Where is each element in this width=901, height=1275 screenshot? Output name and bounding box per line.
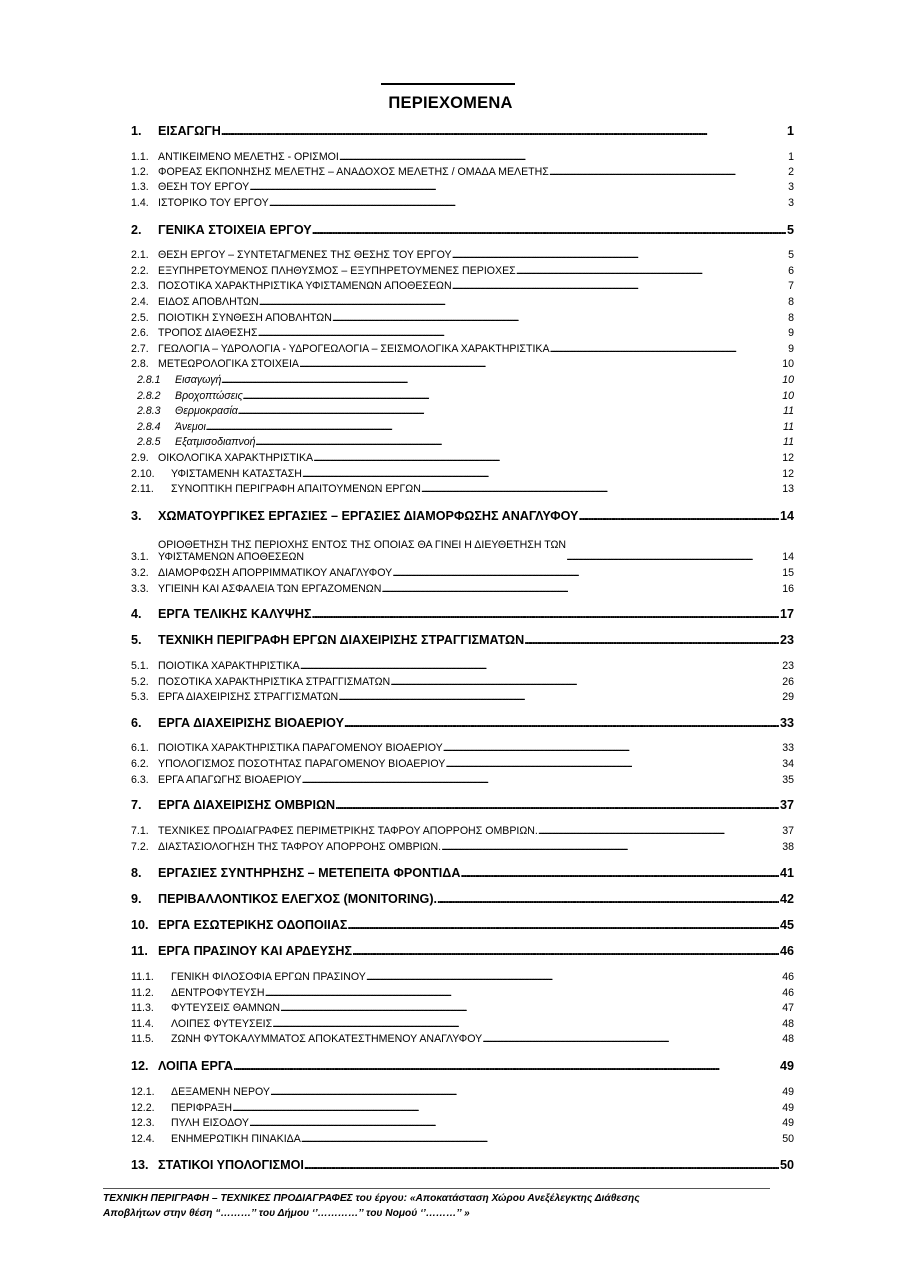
toc-entry-number: 1.4. bbox=[131, 197, 149, 209]
toc-entry-page: 13 bbox=[782, 483, 794, 495]
toc-entry-number: 2.11. bbox=[131, 483, 154, 495]
toc-entry-title: ΠΟΙΟΤΙΚΑ ΧΑΡΑΚΤΗΡΙΣΤΙΚΑ bbox=[158, 660, 300, 672]
toc-leader-dots bbox=[482, 1033, 781, 1045]
toc-entry-page: 34 bbox=[782, 758, 794, 770]
toc-entry[interactable] bbox=[131, 971, 794, 984]
toc-entry-number: 5.1. bbox=[131, 660, 149, 672]
toc-leader-dots bbox=[238, 405, 782, 417]
toc-leader-dots bbox=[304, 1158, 779, 1172]
toc-entry-page: 49 bbox=[782, 1086, 794, 1098]
toc-entry-number: 3.2. bbox=[131, 567, 149, 579]
toc-entry-title: Εξατμισοδιαπνοή bbox=[175, 436, 256, 448]
toc-entry[interactable] bbox=[131, 758, 794, 771]
toc-entry[interactable] bbox=[131, 1033, 794, 1046]
toc-entry-page: 11 bbox=[783, 421, 794, 433]
toc-leader-dots bbox=[302, 468, 781, 480]
toc-entry-title: ΦΥΤΕΥΣΕΙΣ ΘΑΜΝΩΝ bbox=[171, 1002, 280, 1014]
toc-entry-title: ΠΟΣΟΤΙΚΑ ΧΑΡΑΚΤΗΡΙΣΤΙΚΑ ΥΦΙΣΤΑΜΕΝΩΝ ΑΠΟΘΕΣΕΩΝ bbox=[158, 280, 452, 292]
toc-leader-dots bbox=[566, 551, 781, 563]
toc-entry-number: 2.8.5 bbox=[137, 436, 161, 448]
toc-entry[interactable] bbox=[131, 280, 794, 293]
toc-entry[interactable] bbox=[131, 1086, 794, 1099]
toc-leader-dots bbox=[538, 825, 781, 837]
toc-entry-title: ΔΕΝΤΡΟΦΥΤΕΥΣΗ bbox=[171, 987, 265, 999]
toc-entry-page: 26 bbox=[782, 676, 794, 688]
toc-entry-number: 6.2. bbox=[131, 758, 149, 770]
toc-entry[interactable] bbox=[131, 509, 794, 525]
toc-leader-dots bbox=[272, 1018, 781, 1030]
toc-entry-number: 5.2. bbox=[131, 676, 149, 688]
toc-entry[interactable] bbox=[131, 567, 794, 580]
toc-entry-title: ΥΠΟΛΟΓΙΣΜΟΣ ΠΟΣΟΤΗΤΑΣ ΠΑΡΑΓΟΜΕΝΟΥ ΒΙΟΑΕΡΙΟΥ bbox=[158, 758, 446, 770]
toc-leader-dots bbox=[313, 452, 781, 464]
toc-entry-page: 10 bbox=[782, 374, 794, 386]
toc-entry-title: ΠΟΣΟΤΙΚΑ ΧΑΡΑΚΤΗΡΙΣΤΙΚΑ ΣΤΡΑΓΓΙΣΜΑΤΩΝ bbox=[158, 676, 391, 688]
toc-leader-dots bbox=[338, 691, 781, 703]
toc-entry-number: 3.1. bbox=[131, 551, 149, 563]
toc-leader-dots bbox=[265, 987, 782, 999]
toc-entry-page: 46 bbox=[782, 971, 794, 983]
toc-entry[interactable] bbox=[131, 249, 794, 262]
toc-entry[interactable] bbox=[137, 374, 794, 387]
toc-entry[interactable] bbox=[131, 1059, 794, 1075]
toc-entry[interactable] bbox=[131, 468, 794, 481]
toc-entry-title: ΠΟΙΟΤΙΚΗ ΣΥΝΘΕΣΗ ΑΠΟΒΛΗΤΩΝ bbox=[158, 312, 332, 324]
toc-entry-title: ΣΥΝΟΠΤΙΚΗ ΠΕΡΙΓΡΑΦΗ ΑΠΑΙΤΟΥΜΕΝΩΝ ΕΡΓΩΝ bbox=[171, 483, 421, 495]
toc-entry-page: 29 bbox=[782, 691, 794, 703]
toc-entry-title: ΠΥΛΗ ΕΙΣΟΔΟΥ bbox=[171, 1117, 249, 1129]
toc-entry-number: 1.1. bbox=[131, 151, 149, 163]
toc-entry-number: 1.2. bbox=[131, 166, 149, 178]
toc-entry-page: 23 bbox=[779, 633, 794, 647]
toc-entry-title: ΟΙΚΟΛΟΓΙΚΑ ΧΑΡΑΚΤΗΡΙΣΤΙΚΑ bbox=[158, 452, 314, 464]
toc-leader-dots bbox=[366, 971, 781, 983]
toc-entry[interactable] bbox=[131, 607, 794, 623]
toc-entry-page: 3 bbox=[788, 197, 794, 209]
toc-entry-number: 2. bbox=[131, 223, 142, 237]
toc-leader-dots bbox=[249, 181, 787, 193]
toc-entry[interactable] bbox=[131, 918, 794, 934]
toc-entry-title: ΔΙΑΜΟΡΦΩΣΗ ΑΠΟΡΡΙΜΜΑΤΙΚΟΥ ΑΝΑΓΛΥΦΟΥ bbox=[158, 567, 393, 579]
toc-leader-dots bbox=[243, 390, 781, 402]
toc-entry-number: 7. bbox=[131, 798, 142, 812]
toc-entry-page: 10 bbox=[782, 390, 794, 402]
toc-entry-page: 9 bbox=[788, 343, 794, 355]
toc-leader-dots bbox=[347, 918, 779, 932]
toc-entry-number: 2.8.2 bbox=[137, 390, 161, 402]
toc-entry-title: ΑΝΤΙΚΕΙΜΕΝΟ ΜΕΛΕΤΗΣ - ΟΡΙΣΜΟΙ bbox=[158, 151, 339, 163]
toc-entry-title: ΣΤΑΤΙΚΟΙ ΥΠΟΛΟΓΙΣΜΟΙ bbox=[158, 1158, 304, 1172]
toc-leader-dots bbox=[578, 509, 779, 523]
toc-entry-title: ΟΡΙΟΘΕΤΗΣΗ ΤΗΣ ΠΕΡΙΟΧΗΣ ΕΝΤΟΣ ΤΗΣ ΟΠΟΙΑΣ ΘΑ ΓΙΝΕΙ Η ΔΙΕΥΘΕΤΗΣΗ ΤΩΝ bbox=[158, 539, 567, 551]
toc-entry-title: ΜΕΤΕΩΡΟΛΟΓΙΚΑ ΣΤΟΙΧΕΙΑ bbox=[158, 358, 299, 370]
toc-leader-dots bbox=[352, 944, 779, 958]
toc-leader-dots bbox=[381, 583, 781, 595]
toc-leader-dots bbox=[421, 483, 781, 495]
toc-leader-dots bbox=[460, 866, 779, 880]
toc-leader-dots bbox=[233, 1059, 779, 1073]
toc-entry-title: ΕΡΓΑ ΕΣΩΤΕΡΙΚΗΣ ΟΔΟΠΟΙΙΑΣ bbox=[158, 918, 348, 932]
toc-entry-number: 11.3. bbox=[131, 1002, 154, 1014]
toc-entry-title: ΦΟΡΕΑΣ ΕΚΠΟΝΗΣΗΣ ΜΕΛΕΤΗΣ – ΑΝΑΔΟΧΟΣ ΜΕΛΕΤΗΣ / ΟΜΑΔΑ ΜΕΛΕΤΗΣ bbox=[158, 166, 549, 178]
toc-entry[interactable] bbox=[131, 166, 794, 179]
toc-entry-number: 2.8. bbox=[131, 358, 149, 370]
toc-entry-title: Εισαγωγή bbox=[175, 374, 222, 386]
toc-entry-page: 7 bbox=[788, 280, 794, 292]
toc-leader-dots bbox=[437, 892, 779, 906]
toc-entry[interactable] bbox=[131, 343, 794, 356]
toc-entry-title: ΛΟΙΠΕΣ ΦΥΤΕΥΣΕΙΣ bbox=[171, 1018, 273, 1030]
footer-line-2: Αποβλήτων στην θέση “………’’ του Δήμου ‘’…………’’ του Νομού ‘’………’’ » bbox=[103, 1207, 470, 1219]
toc-entry-number: 7.2. bbox=[131, 841, 149, 853]
toc-entry-number: 2.9. bbox=[131, 452, 149, 464]
toc-entry-number: 4. bbox=[131, 607, 142, 621]
toc-leader-dots bbox=[445, 758, 781, 770]
toc-entry-page: 49 bbox=[782, 1102, 794, 1114]
toc-entry-page: 48 bbox=[782, 1033, 794, 1045]
page-footer bbox=[103, 1192, 803, 1221]
page-title: ΠΕΡΙΕΧΟΜΕΝΑ bbox=[388, 94, 513, 112]
toc-entry-page: 6 bbox=[788, 265, 794, 277]
toc-leader-dots bbox=[280, 1002, 781, 1014]
toc-entry-title: ΓΕΩΛΟΓΙΑ – ΥΔΡΟΛΟΓΙΑ - ΥΔΡΟΓΕΩΛΟΓΙΑ – ΣΕΙΣΜΟΛΟΓΙΚΑ ΧΑΡΑΚΤΗΡΙΣΤΙΚΑ bbox=[158, 343, 550, 355]
toc-entry-title: ΕΡΓΑ ΔΙΑΧΕΙΡΙΣΗΣ ΟΜΒΡΙΩΝ bbox=[158, 798, 336, 812]
toc-entry-number: 13. bbox=[131, 1158, 149, 1172]
toc-entry[interactable] bbox=[131, 825, 794, 838]
toc-entry-number: 2.8.3 bbox=[137, 405, 161, 417]
toc-entry-number: 12.1. bbox=[131, 1086, 155, 1098]
toc-entry-number: 8. bbox=[131, 866, 142, 880]
toc-entry-number: 12.2. bbox=[131, 1102, 155, 1114]
toc-entry-page: 42 bbox=[779, 892, 794, 906]
toc-entry-number: 2.1. bbox=[131, 249, 149, 261]
toc-entry[interactable] bbox=[131, 483, 794, 496]
toc-entry[interactable] bbox=[131, 716, 794, 732]
toc-entry-number: 11.2. bbox=[131, 987, 154, 999]
toc-entry-number: 11.1. bbox=[131, 971, 154, 983]
toc-leader-dots bbox=[390, 676, 781, 688]
toc-leader-dots bbox=[550, 343, 788, 355]
toc-entry-title: ΔΕΞΑΜΕΝΗ ΝΕΡΟΥ bbox=[171, 1086, 270, 1098]
toc-entry-title: ΠΕΡΙΦΡΑΞΗ bbox=[171, 1102, 233, 1114]
toc-entry[interactable] bbox=[131, 866, 794, 882]
toc-entry[interactable] bbox=[131, 1102, 794, 1115]
toc-entry-number: 2.6. bbox=[131, 327, 149, 339]
toc-leader-dots bbox=[549, 166, 787, 178]
toc-entry[interactable] bbox=[131, 691, 794, 704]
toc-entry-number: 2.8.1 bbox=[137, 374, 161, 386]
toc-entry-title: Βροχοπτώσεις bbox=[175, 390, 243, 402]
toc-entry-number: 2.3. bbox=[131, 280, 149, 292]
toc-entry[interactable] bbox=[131, 742, 794, 755]
toc-leader-dots bbox=[335, 798, 779, 812]
toc-entry-page: 16 bbox=[782, 583, 794, 595]
toc-entry-title: ΤΕΧΝΙΚΕΣ ΠΡΟΔΙΑΓΡΑΦΕΣ ΠΕΡΙΜΕΤΡΙΚΗΣ ΤΑΦΡΟΥ ΑΠΟΡΡΟΗΣ ΟΜΒΡΙΩΝ. bbox=[158, 825, 538, 837]
toc-entry-page: 9 bbox=[788, 327, 794, 339]
toc-leader-dots bbox=[299, 358, 781, 370]
toc-entry[interactable] bbox=[131, 1117, 794, 1130]
toc-entry-number: 6. bbox=[131, 716, 142, 730]
toc-entry-page: 12 bbox=[782, 468, 794, 480]
toc-entry-page: 23 bbox=[782, 660, 794, 672]
toc-entry-number: 2.7. bbox=[131, 343, 149, 355]
toc-entry-page: 48 bbox=[782, 1018, 794, 1030]
toc-entry-number: 2.10. bbox=[131, 468, 155, 480]
toc-entry[interactable] bbox=[131, 265, 794, 278]
toc-leader-dots bbox=[392, 567, 781, 579]
toc-entry-title: ΤΕΧΝΙΚΗ ΠΕΡΙΓΡΑΦΗ ΕΡΓΩΝ ΔΙΑΧΕΙΡΙΣΗΣ ΣΤΡΑΓΓΙΣΜΑΤΩΝ bbox=[158, 633, 525, 647]
toc-entry[interactable] bbox=[131, 296, 794, 309]
toc-entry-title: ΕΡΓΑ ΔΙΑΧΕΙΡΙΣΗΣ ΣΤΡΑΓΓΙΣΜΑΤΩΝ bbox=[158, 691, 339, 703]
toc-entry-title: ΤΡΟΠΟΣ ΔΙΑΘΕΣΗΣ bbox=[158, 327, 258, 339]
toc-entry-page: 46 bbox=[779, 944, 794, 958]
toc-entry-title: ΔΙΑΣΤΑΣΙΟΛΟΓΗΣΗ ΤΗΣ ΤΑΦΡΟΥ ΑΠΟΡΡΟΗΣ ΟΜΒΡΙΩΝ. bbox=[158, 841, 442, 853]
toc-entry-number: 3.3. bbox=[131, 583, 149, 595]
toc-entry[interactable] bbox=[131, 181, 794, 194]
toc-entry-title: Θερμοκρασία bbox=[175, 405, 238, 417]
footer-rule bbox=[103, 1188, 770, 1189]
toc-leader-dots bbox=[332, 312, 787, 324]
toc-entry-page: 8 bbox=[788, 312, 794, 324]
toc-leader-dots bbox=[301, 1133, 781, 1145]
toc-leader-dots bbox=[258, 327, 788, 339]
toc-entry-title: ΓΕΝΙΚΑ ΣΤΟΙΧΕΙΑ ΕΡΓΟΥ bbox=[158, 223, 312, 237]
toc-leader-dots bbox=[269, 197, 787, 209]
toc-entry-page: 33 bbox=[782, 742, 794, 754]
toc-entry-number: 6.3. bbox=[131, 774, 149, 786]
toc-entry[interactable] bbox=[137, 405, 794, 418]
toc-entry-page: 50 bbox=[782, 1133, 794, 1145]
toc-entry-title-continued: ΥΦΙΣΤΑΜΕΝΩΝ ΑΠΟΘΕΣΕΩΝ bbox=[158, 551, 305, 563]
toc-entry[interactable] bbox=[131, 358, 794, 371]
toc-entry-number: 11.4. bbox=[131, 1018, 154, 1030]
toc-entry-title: ΓΕΝΙΚΗ ΦΙΛΟΣΟΦΙΑ ΕΡΓΩΝ ΠΡΑΣΙΝΟΥ bbox=[171, 971, 366, 983]
toc-entry[interactable] bbox=[131, 892, 794, 908]
toc-entry-title: ΛΟΙΠΑ ΕΡΓΑ bbox=[158, 1059, 234, 1073]
footer-line-1: ΤΕΧΝΙΚΗ ΠΕΡΙΓΡΑΦΗ – ΤΕΧΝΙΚΕΣ ΠΡΟΔΙΑΓΡΑΦΕΣ του έργου: «Αποκατάσταση Χώρου Ανεξέλεγκτης Διάθεσης bbox=[103, 1193, 640, 1204]
toc-leader-dots bbox=[344, 716, 779, 730]
toc-entry-page: 17 bbox=[779, 607, 794, 621]
toc-entry-title: ΕΡΓΑ ΔΙΑΧΕΙΡΙΣΗΣ ΒΙΟΑΕΡΙΟΥ bbox=[158, 716, 344, 730]
toc-entry-title: ΕΡΓΑ ΠΡΑΣΙΝΟΥ ΚΑΙ ΑΡΔΕΥΣΗΣ bbox=[158, 944, 353, 958]
toc-entry-page: 12 bbox=[782, 452, 794, 464]
toc-entry-page: 5 bbox=[788, 249, 794, 261]
toc-entry-page: 8 bbox=[788, 296, 794, 308]
toc-entry-page: 3 bbox=[788, 181, 794, 193]
toc-entry-title: ΥΓΙΕΙΝΗ ΚΑΙ ΑΣΦΑΛΕΙΑ ΤΩΝ ΕΡΓΑΖΟΜΕΝΩΝ bbox=[158, 583, 382, 595]
toc-entry-number: 12. bbox=[131, 1059, 149, 1073]
toc-leader-dots bbox=[312, 223, 786, 237]
toc-entry[interactable] bbox=[131, 583, 794, 596]
toc-entry-number: 7.1. bbox=[131, 825, 149, 837]
toc-entry-number: 12.3. bbox=[131, 1117, 155, 1129]
toc-entry-number: 12.4. bbox=[131, 1133, 155, 1145]
toc-entry-page: 45 bbox=[779, 918, 794, 932]
toc-entry[interactable] bbox=[131, 1133, 794, 1146]
toc-entry[interactable] bbox=[137, 421, 794, 434]
toc-entry-page: 15 bbox=[782, 567, 794, 579]
toc-entry-page: 14 bbox=[782, 551, 794, 563]
toc-entry-number: 10. bbox=[131, 918, 149, 932]
toc-leader-dots bbox=[516, 265, 787, 277]
toc-entry-page: 49 bbox=[782, 1117, 794, 1129]
toc-entry-title: ΕΡΓΑ ΤΕΛΙΚΗΣ ΚΑΛΥΨΗΣ bbox=[158, 607, 312, 621]
toc-entry-title: ΕΡΓΑ ΑΠΑΓΩΓΗΣ ΒΙΟΑΕΡΙΟΥ bbox=[158, 774, 302, 786]
toc-entry-page: 14 bbox=[779, 509, 794, 523]
toc-entry-title: ΕΞΥΠΗΡΕΤΟΥΜΕΝΟΣ ΠΛΗΘΥΣΜΟΣ – ΕΞΥΠΗΡΕΤΟΥΜΕΝΕΣ ΠΕΡΙΟΧΕΣ bbox=[158, 265, 516, 277]
toc-entry-title: ΕΙΣΑΓΩΓΗ bbox=[158, 124, 221, 138]
toc-entry-title: ΠΟΙΟΤΙΚΑ ΧΑΡΑΚΤΗΡΙΣΤΙΚΑ ΠΑΡΑΓΟΜΕΝΟΥ ΒΙΟΑΕΡΙΟΥ bbox=[158, 742, 443, 754]
toc-entry[interactable] bbox=[137, 390, 794, 403]
toc-entry-number: 5.3. bbox=[131, 691, 149, 703]
toc-entry[interactable] bbox=[131, 223, 794, 239]
toc-entry-page: 49 bbox=[779, 1059, 794, 1073]
toc-entry-title: ΙΣΤΟΡΙΚΟ ΤΟΥ ΕΡΓΟΥ bbox=[158, 197, 269, 209]
toc-entry-page: 11 bbox=[783, 405, 794, 417]
toc-entry[interactable] bbox=[131, 124, 794, 140]
toc-entry-page: 50 bbox=[779, 1158, 794, 1172]
toc-entry-page: 38 bbox=[782, 841, 794, 853]
toc-leader-dots bbox=[443, 742, 782, 754]
toc-leader-dots bbox=[232, 1102, 781, 1114]
toc-entry[interactable] bbox=[131, 312, 794, 325]
toc-entry[interactable] bbox=[131, 197, 794, 210]
toc-entry-page: 41 bbox=[779, 866, 794, 880]
toc-entry-number: 6.1. bbox=[131, 742, 149, 754]
toc-entry-title: ΘΕΣΗ ΕΡΓΟΥ – ΣΥΝΤΕΤΑΓΜΕΝΕΣ ΤΗΣ ΘΕΣΗΣ ΤΟΥ ΕΡΓΟΥ bbox=[158, 249, 452, 261]
toc-entry-number: 2.5. bbox=[131, 312, 149, 324]
toc-entry[interactable] bbox=[131, 536, 794, 563]
toc-leader-dots bbox=[312, 607, 779, 621]
toc-entry[interactable] bbox=[131, 944, 794, 960]
toc-entry-number: 1. bbox=[131, 124, 142, 138]
toc-entry-number: 2.2. bbox=[131, 265, 149, 277]
toc-entry-title: ΥΦΙΣΤΑΜΕΝΗ ΚΑΤΑΣΤΑΣΗ bbox=[171, 468, 302, 480]
toc-entry-page: 37 bbox=[782, 825, 794, 837]
toc-entry[interactable] bbox=[131, 452, 794, 465]
toc-entry-number: 11. bbox=[131, 944, 148, 958]
toc-entry[interactable] bbox=[131, 660, 794, 673]
toc-entry-number: 2.4. bbox=[131, 296, 149, 308]
toc-leader-dots bbox=[221, 374, 781, 386]
toc-entry[interactable] bbox=[131, 327, 794, 340]
toc-entry-number: 2.8.4 bbox=[137, 421, 161, 433]
toc-entry-number: 9. bbox=[131, 892, 142, 906]
toc-entry[interactable] bbox=[131, 1002, 794, 1015]
toc-entry[interactable] bbox=[131, 633, 794, 649]
toc-entry-page: 46 bbox=[782, 987, 794, 999]
toc-entry[interactable] bbox=[137, 436, 794, 449]
toc-entry-page: 33 bbox=[779, 716, 794, 730]
toc-entry-title: ΕΡΓΑΣΙΕΣ ΣΥΝΤΗΡΗΣΗΣ – ΜΕΤΕΠΕΙΤΑ ΦΡΟΝΤΙΔΑ bbox=[158, 866, 461, 880]
toc-entry-page: 11 bbox=[783, 436, 794, 448]
toc-entry-number: 3. bbox=[131, 509, 142, 523]
toc-entry-number: 11.5. bbox=[131, 1033, 154, 1045]
toc-entry-title: ΧΩΜΑΤΟΥΡΓΙΚΕΣ ΕΡΓΑΣΙΕΣ – ΕΡΓΑΣΙΕΣ ΔΙΑΜΟΡΦΩΣΗΣ ΑΝΑΓΛΥΦΟΥ bbox=[158, 509, 579, 523]
toc-entry-title: ΠΕΡΙΒΑΛΛΟΝΤΙΚΟΣ ΕΛΕΓΧΟΣ (MONITORING). bbox=[158, 892, 438, 906]
toc-entry[interactable] bbox=[131, 774, 794, 787]
toc-leader-dots bbox=[524, 633, 779, 647]
toc-entry-title: Άνεμοι bbox=[175, 421, 206, 433]
toc-entry-page: 37 bbox=[779, 798, 794, 812]
toc-entry-page: 2 bbox=[788, 166, 794, 178]
toc-entry-title: ΕΙΔΟΣ ΑΠΟΒΛΗΤΩΝ bbox=[158, 296, 259, 308]
toc-entry[interactable] bbox=[131, 841, 794, 854]
toc-leader-dots bbox=[300, 660, 781, 672]
toc-leader-dots bbox=[270, 1086, 781, 1098]
toc-entry-number: 1.3. bbox=[131, 181, 149, 193]
toc-entry-page: 10 bbox=[782, 358, 794, 370]
toc-entry[interactable] bbox=[131, 1018, 794, 1031]
toc-entry-title: ΘΕΣΗ ΤΟΥ ΕΡΓΟΥ bbox=[158, 181, 250, 193]
toc-entry-title: ΕΝΗΜΕΡΩΤΙΚΗ ΠΙΝΑΚΙΔΑ bbox=[171, 1133, 301, 1145]
toc-entry[interactable] bbox=[131, 151, 794, 164]
toc-leader-dots bbox=[259, 296, 787, 308]
toc-leader-dots bbox=[339, 151, 787, 163]
toc-entry-page: 1 bbox=[788, 151, 794, 163]
toc-leader-dots bbox=[452, 249, 787, 261]
toc-entry-title: ΖΩΝΗ ΦΥΤΟΚΑΛΥΜΜΑΤΟΣ ΑΠΟΚΑΤΕΣΤΗΜΕΝΟΥ ΑΝΑΓΛΥΦΟΥ bbox=[171, 1033, 483, 1045]
toc-leader-dots bbox=[441, 841, 781, 853]
toc-entry-page: 47 bbox=[782, 1002, 794, 1014]
toc-entry-page: 5 bbox=[786, 223, 794, 237]
toc-leader-dots bbox=[221, 124, 786, 138]
toc-entry[interactable] bbox=[131, 987, 794, 1000]
toc-leader-dots bbox=[256, 436, 782, 448]
toc-entry-page: 35 bbox=[782, 774, 794, 786]
toc-entry[interactable] bbox=[131, 798, 794, 814]
toc-leader-dots bbox=[452, 280, 787, 292]
toc-entry[interactable] bbox=[131, 676, 794, 689]
toc-leader-dots bbox=[206, 421, 782, 433]
toc-entry-page: 1 bbox=[786, 124, 794, 138]
toc-leader-dots bbox=[249, 1117, 781, 1129]
toc-entry-number: 5. bbox=[131, 633, 142, 647]
toc-leader-dots bbox=[302, 774, 782, 786]
toc-entry[interactable] bbox=[131, 1158, 794, 1174]
